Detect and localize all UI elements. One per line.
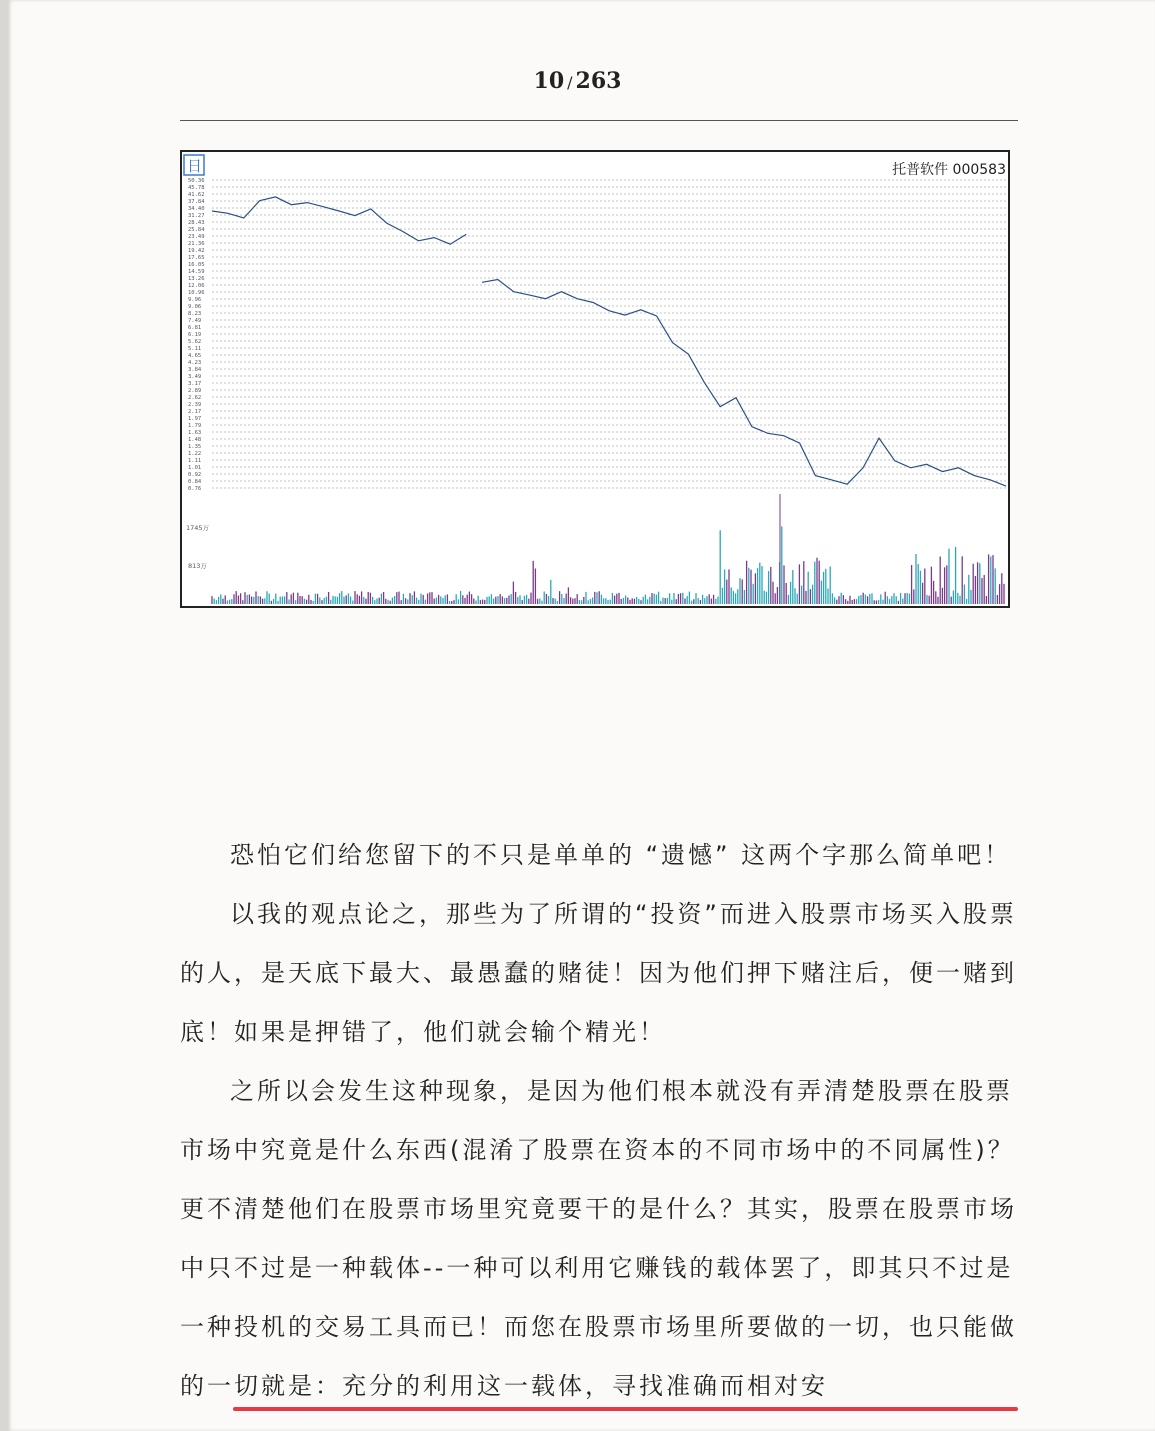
y-tick-label: 5.62 xyxy=(188,339,202,345)
highlight-underline xyxy=(233,1407,1018,1411)
paragraph-1: 恐怕它们给您留下的不只是单单的 “遗憾” 这两个字那么简单吧！ xyxy=(230,841,1012,869)
y-tick-label: 2.62 xyxy=(188,395,202,401)
page-separator: / xyxy=(567,73,573,92)
y-tick-label: 0.84 xyxy=(188,479,202,485)
body-text xyxy=(180,826,1020,1416)
header-rule xyxy=(180,120,1018,121)
y-tick-label: 1.48 xyxy=(188,437,202,443)
y-tick-label: 13.26 xyxy=(188,276,205,282)
y-tick-label: 50.36 xyxy=(188,178,205,184)
y-tick-label: 1.35 xyxy=(188,444,202,450)
y-tick-label: 14.59 xyxy=(188,269,205,275)
y-tick-label: 3.49 xyxy=(188,374,202,380)
paragraph-2: 以我的观点论之，那些为了所谓的“投资”而进入股票市场买入股票的人，是天底下最大、最愚蠢的赌徒！因为他们押下赌注后，便一赌到底！如果是押错了，他们就会输个精光！ xyxy=(180,900,1017,1046)
y-tick-label: 6.19 xyxy=(188,332,202,338)
volume-label: 1745万 xyxy=(186,524,210,532)
y-tick-label: 10.96 xyxy=(188,290,205,296)
y-tick-label: 23.49 xyxy=(188,234,205,240)
y-tick-label: 3.17 xyxy=(188,381,202,387)
y-tick-label: 1.11 xyxy=(188,458,202,464)
y-tick-label: 45.78 xyxy=(188,185,205,191)
y-tick-label: 6.81 xyxy=(188,325,202,331)
paragraph-3: 之所以会发生这种现象，是因为他们根本就没有弄清楚股票在股票市场中究竟是什么东西(混淆了股票在资本的不同市场中的不同属性)？更不清楚他们在股票市场里究竟要干的是什么？其实，股票在股票市场中只不过是一种载体--一种可以利用它赚钱的载体罢了，即其只不过是一种投机的交易工具而已！而您在股票市场里所要做的一切，也只能做的一切就是：充分的利用这一载体，寻找准确而相对安 xyxy=(180,1077,1017,1400)
y-tick-label: 1.22 xyxy=(188,451,202,457)
y-tick-label: 1.01 xyxy=(188,465,202,471)
y-tick-label: 31.27 xyxy=(188,213,205,219)
y-tick-label: 1.79 xyxy=(188,423,202,429)
y-tick-label: 37.84 xyxy=(188,199,205,205)
y-tick-label: 28.43 xyxy=(188,220,205,226)
y-tick-label: 19.42 xyxy=(188,248,205,254)
y-tick-label: 21.36 xyxy=(188,241,205,247)
scan-left-edge xyxy=(0,0,8,1431)
y-tick-label: 1.97 xyxy=(188,416,202,422)
y-tick-label: 1.63 xyxy=(188,430,202,436)
day-badge: 日 xyxy=(187,157,203,175)
page-total: 263 xyxy=(575,68,622,94)
book-page xyxy=(8,0,1155,1431)
y-tick-label: 3.84 xyxy=(188,367,202,373)
stock-chart-svg xyxy=(182,152,1008,606)
y-tick-label: 12.06 xyxy=(188,283,205,289)
y-tick-label: 9.96 xyxy=(188,297,202,303)
y-tick-label: 8.23 xyxy=(188,311,202,317)
stock-label: 托普软件 000583 xyxy=(892,162,1006,178)
y-tick-label: 4.23 xyxy=(188,360,202,366)
stock-chart xyxy=(180,150,1010,608)
y-tick-label: 4.65 xyxy=(188,353,202,359)
y-tick-label: 2.89 xyxy=(188,388,202,394)
y-tick-label: 9.06 xyxy=(188,304,202,310)
price-line-segment-1 xyxy=(212,197,466,244)
page-current: 10 xyxy=(533,68,565,94)
y-tick-label: 2.17 xyxy=(188,409,202,415)
y-tick-label: 25.84 xyxy=(188,227,205,233)
y-tick-label: 16.05 xyxy=(188,262,205,268)
y-tick-label: 0.76 xyxy=(188,486,202,492)
page-number xyxy=(0,68,1155,94)
y-tick-label: 0.92 xyxy=(188,472,202,478)
volume-label: 813万 xyxy=(188,562,207,570)
y-tick-label: 2.39 xyxy=(188,402,202,408)
y-tick-label: 7.49 xyxy=(188,318,202,324)
y-tick-label: 5.11 xyxy=(188,346,202,352)
y-tick-label: 41.62 xyxy=(188,192,205,198)
y-tick-label: 34.40 xyxy=(188,206,205,212)
y-tick-label: 17.65 xyxy=(188,255,205,261)
